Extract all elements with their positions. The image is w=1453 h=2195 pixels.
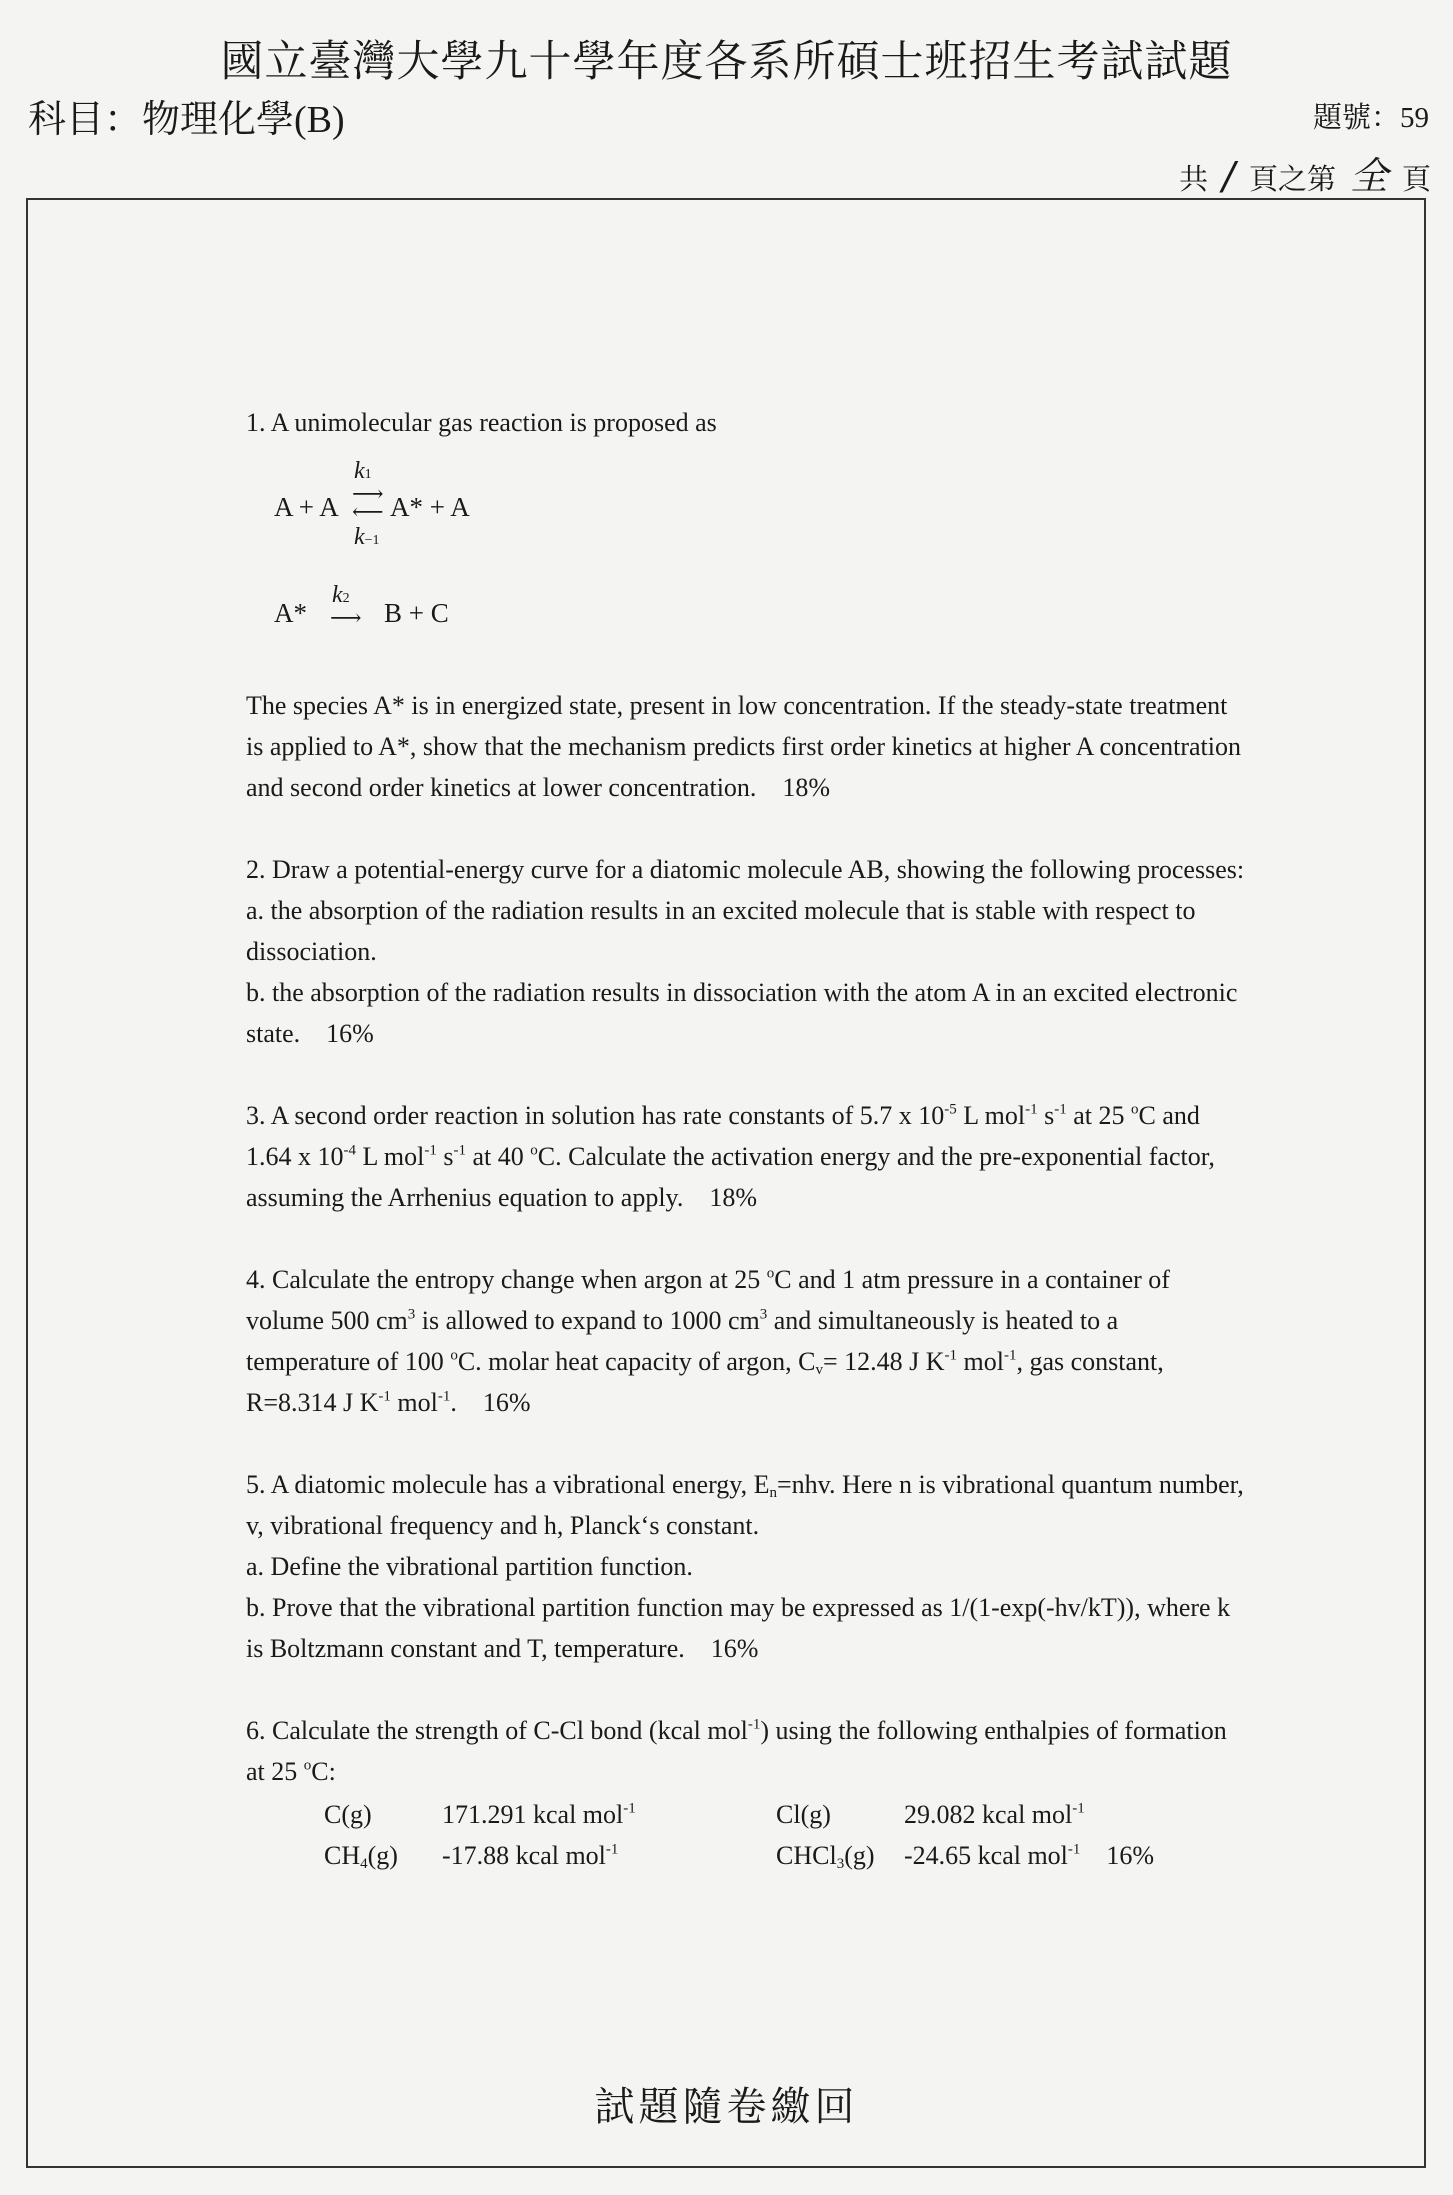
pages-current: 全 xyxy=(1349,154,1388,198)
q2-part-a: a. the absorption of the radiation results in an excited molecule that is stable with respect to dissociation. xyxy=(246,896,1196,966)
unit-exp: -1 xyxy=(1067,1841,1081,1858)
q5-part-b-line xyxy=(246,1587,1246,1669)
q4-s5: v xyxy=(815,1361,823,1378)
q4-e6: -1 xyxy=(944,1347,958,1364)
q1-text xyxy=(246,685,1246,808)
enthalpy-cell xyxy=(442,1794,776,1835)
q3-t5: C and 1.64 x 10 xyxy=(246,1101,1200,1171)
question-code: 題號：59 xyxy=(1312,102,1429,134)
q3-e3: -1 xyxy=(1054,1101,1067,1118)
km1-symbol: k xyxy=(354,524,365,550)
q5-intro xyxy=(246,1464,1246,1546)
unit-exp: -1 xyxy=(1072,1800,1085,1817)
q4-text xyxy=(246,1259,1246,1423)
reaction-mechanism xyxy=(274,451,1246,641)
species-sub: 3 xyxy=(836,1855,845,1872)
q6-e2: o xyxy=(303,1757,312,1774)
q6-intro xyxy=(246,1710,1246,1792)
q6-t1: 6. Calculate the strength of C-Cl bond (kcal mol xyxy=(246,1716,748,1745)
q4-e3: 3 xyxy=(759,1306,768,1323)
page-count xyxy=(1179,145,1431,200)
r1-products: A* + A xyxy=(390,492,470,522)
q4-t1: 4. Calculate the entropy change when argon at 25 xyxy=(246,1265,767,1294)
q4-e9: -1 xyxy=(437,1388,451,1405)
q5-score: 16% xyxy=(710,1634,759,1663)
q5-part-a: a. Define the vibrational partition function. xyxy=(246,1552,693,1581)
table-row xyxy=(324,1794,1154,1835)
k1-subscript: 1 xyxy=(364,467,372,482)
q5-t2: =nhv. Here n is vibrational quantum number, v, vibrational frequency and h, Planck‘s constant. xyxy=(246,1470,1244,1540)
question-1-body xyxy=(246,685,1246,808)
enthalpy-cell xyxy=(904,1794,1154,1835)
species-name: C(g) xyxy=(324,1800,372,1829)
table-row xyxy=(324,1835,1154,1876)
r1-reactants: A + A xyxy=(274,492,339,522)
question-3 xyxy=(246,1095,1246,1218)
k2-subscript: 2 xyxy=(342,591,350,606)
q5-s1: n xyxy=(769,1484,777,1501)
q5-part-b: b. Prove that the vibrational partition function may be expressed as 1/(1-exp(-hv/kT)), where k is Boltzmann constant and T, temperature. xyxy=(246,1593,1231,1663)
q2-intro: 2. Draw a potential-energy curve for a diatomic molecule AB, showing the following processes: xyxy=(246,855,1245,884)
species-tail: (g) xyxy=(844,1841,875,1870)
q6-e1: -1 xyxy=(747,1716,761,1733)
q3-e6: -1 xyxy=(424,1142,437,1159)
q6-score: 16% xyxy=(1106,1841,1155,1870)
pages-mid: 頁之第 xyxy=(1248,164,1336,196)
pages-prefix: 共 xyxy=(1179,164,1209,196)
q3-e4: o xyxy=(1131,1101,1139,1118)
q4-t10: . xyxy=(450,1388,457,1417)
question-5 xyxy=(246,1464,1246,1669)
q4-t5: C. molar heat capacity of argon, C xyxy=(457,1347,816,1376)
enthalpy-value: 29.082 kcal mol xyxy=(904,1800,1073,1829)
q4-t2: C and 1 atm pressure in a container of volume 500 cm xyxy=(246,1265,1170,1335)
q4-e4: o xyxy=(450,1347,458,1364)
q3-e8: o xyxy=(530,1142,538,1159)
enthalpy-value: -24.65 kcal mol xyxy=(904,1841,1068,1870)
q3-e2: -1 xyxy=(1025,1101,1038,1118)
question-6 xyxy=(246,1710,1246,1876)
question-list xyxy=(246,402,1246,1917)
q3-t9: C. Calculate the activation energy and the pre-exponential factor, assuming the Arrhenius equation to apply. xyxy=(246,1142,1215,1212)
q4-e1: o xyxy=(766,1265,775,1282)
species-sub: 4 xyxy=(360,1855,368,1872)
species-cell xyxy=(776,1835,904,1876)
question-4 xyxy=(246,1259,1246,1423)
q4-t9: mol xyxy=(390,1388,438,1417)
q3-e1: -5 xyxy=(944,1101,957,1118)
q3-text xyxy=(246,1095,1246,1218)
q2-part-b: b. the absorption of the radiation results in dissociation with the atom A in an excited electronic state. xyxy=(246,978,1238,1048)
question-2 xyxy=(246,849,1246,1054)
k2-arrow: ⟶ xyxy=(330,605,362,630)
q4-e2: 3 xyxy=(407,1306,416,1323)
q4-t3: is allowed to expand to 1000 cm xyxy=(415,1306,760,1335)
enthalpy-cell xyxy=(904,1835,1154,1876)
species-tail: (g) xyxy=(367,1841,398,1870)
q4-t7: mol xyxy=(957,1347,1004,1376)
q3-t2: L mol xyxy=(956,1101,1026,1130)
k1-symbol: k xyxy=(354,458,365,484)
km1-subscript: −1 xyxy=(364,533,380,548)
q2-score: 16% xyxy=(326,1019,374,1048)
q1-intro: 1. A unimolecular gas reaction is proposed as xyxy=(246,408,717,437)
q4-t8: , gas constant, R=8.314 J K xyxy=(246,1347,1164,1417)
r2-reactant: A* xyxy=(274,598,307,628)
q3-t1: 3. A second order reaction in solution has rate constants of 5.7 x 10 xyxy=(246,1101,945,1130)
subject-label: 科目：物理化學(B) xyxy=(28,99,345,141)
q3-t4: at 25 xyxy=(1066,1101,1132,1130)
q3-t8: at 40 xyxy=(466,1142,531,1171)
q1-score: 18% xyxy=(782,773,831,802)
enthalpy-table xyxy=(324,1794,1154,1876)
k-1-label xyxy=(354,517,380,561)
species-name: CHCl xyxy=(776,1841,837,1870)
q3-e5: -4 xyxy=(343,1142,356,1159)
r2-products: B + C xyxy=(384,598,449,628)
q3-e7: -1 xyxy=(453,1142,466,1159)
q3-t7: s xyxy=(436,1142,454,1171)
enthalpy-cell xyxy=(442,1835,776,1876)
q4-score: 16% xyxy=(482,1388,531,1417)
species-cell xyxy=(324,1835,442,1876)
forward-arrow: ⟶ xyxy=(352,481,384,506)
enthalpy-value: 171.291 kcal mol xyxy=(442,1800,624,1829)
k2-symbol: k xyxy=(332,582,343,608)
q6-t2: ) using the following enthalpies of formation at 25 xyxy=(246,1716,1227,1786)
q4-t4: and simultaneously is heated to a temperature of 100 xyxy=(246,1306,1119,1376)
q2-part-b-line xyxy=(246,972,1246,1054)
species-name: Cl(g) xyxy=(776,1800,831,1829)
q1-body: The species A* is in energized state, present in low concentration. If the steady-state treatment is applied to A*, show that the mechanism predicts first order kinetics at higher A concentration and second order kinetics at lower concentration. xyxy=(246,691,1241,802)
exam-title: 國立臺灣大學九十學年度各系所碩士班招生考試試題 xyxy=(220,39,1233,86)
q3-score: 18% xyxy=(709,1183,758,1212)
q4-e7: -1 xyxy=(1003,1347,1017,1364)
q5-t1: 5. A diatomic molecule has a vibrational energy, E xyxy=(246,1470,770,1499)
pages-suffix: 頁 xyxy=(1401,164,1431,196)
q4-t6: = 12.48 J K xyxy=(822,1347,945,1376)
species-name: CH xyxy=(324,1841,361,1870)
footer-note: 試題隨卷繳回 xyxy=(594,2084,859,2129)
question-1 xyxy=(246,402,1246,443)
species-cell xyxy=(324,1794,442,1835)
unit-exp: -1 xyxy=(605,1841,619,1858)
q3-t6: L mol xyxy=(356,1142,425,1171)
species-cell xyxy=(776,1794,904,1835)
enthalpy-value: -17.88 kcal mol xyxy=(442,1841,606,1870)
q3-t3: s xyxy=(1037,1101,1055,1130)
pages-total: / xyxy=(1222,154,1235,198)
reverse-arrow: ⟵ xyxy=(352,499,384,524)
q4-e8: -1 xyxy=(378,1388,391,1405)
q6-t3: C: xyxy=(311,1757,336,1786)
unit-exp: -1 xyxy=(623,1800,636,1817)
